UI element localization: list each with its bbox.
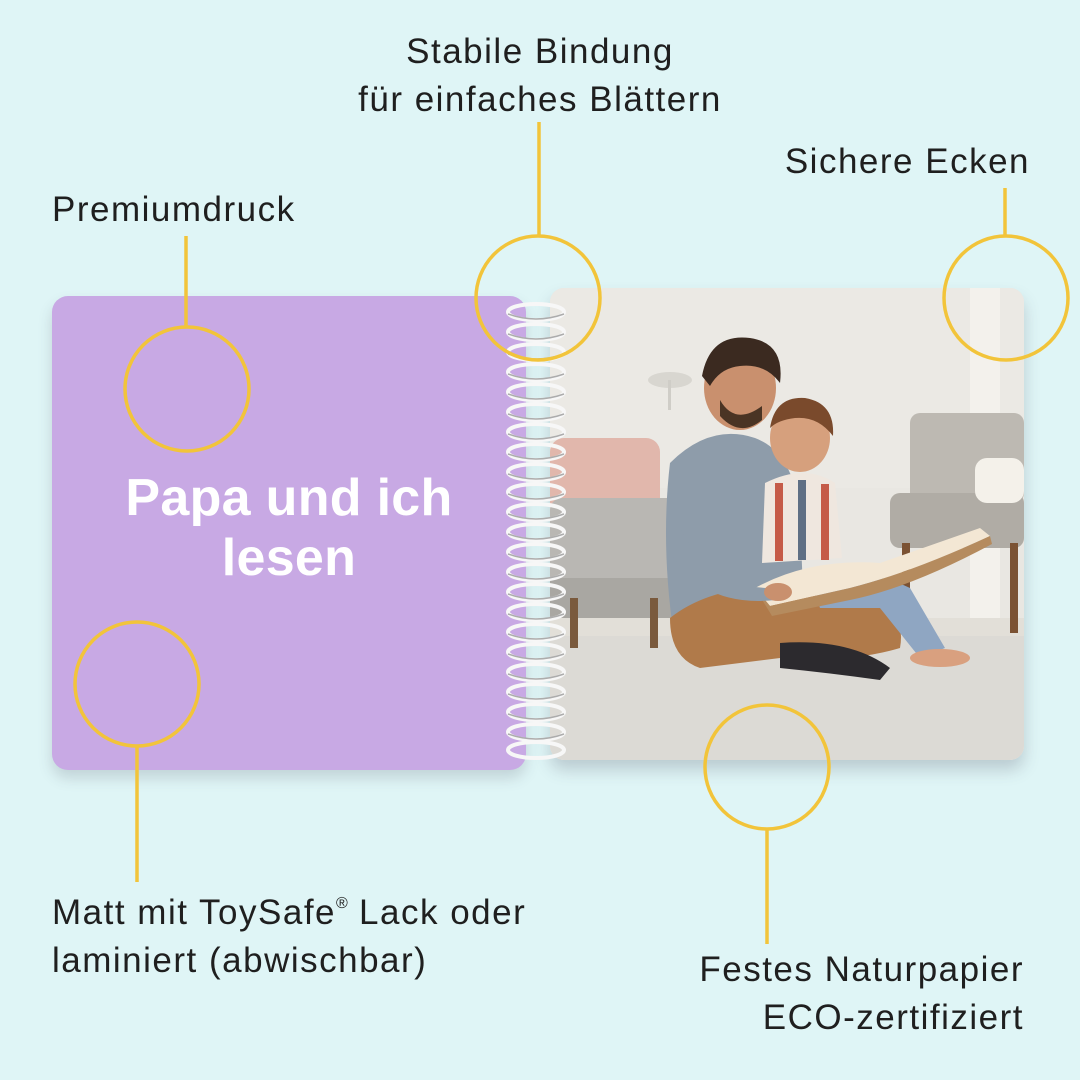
label-safe-corners: Sichere Ecken	[784, 142, 1030, 181]
label-paper-line1: Festes Naturpapier	[699, 950, 1024, 989]
father-and-son-reading-photo	[550, 288, 1024, 760]
label-matte-line2: laminiert (abwischbar)	[52, 941, 428, 980]
registered-mark: ®	[336, 895, 348, 912]
label-binding-line2: für einfaches Blättern	[358, 80, 722, 119]
spiral-binding	[496, 292, 576, 762]
label-natural-paper	[699, 946, 1024, 1042]
label-stable-binding	[300, 28, 780, 124]
label-matte-line1	[52, 880, 526, 937]
label-matte-finish	[52, 880, 526, 985]
label-paper-line2: ECO-zertifiziert	[762, 998, 1024, 1037]
book-cover-title: Papa und ich lesen	[125, 469, 453, 587]
label-matte-text-b: Lack oder	[347, 893, 527, 932]
label-premium-print: Premiumdruck	[52, 190, 296, 229]
book-photo-page	[550, 288, 1024, 760]
label-matte-text-a: Matt mit ToySafe	[52, 893, 337, 932]
label-binding-line1: Stabile Bindung	[406, 32, 674, 71]
